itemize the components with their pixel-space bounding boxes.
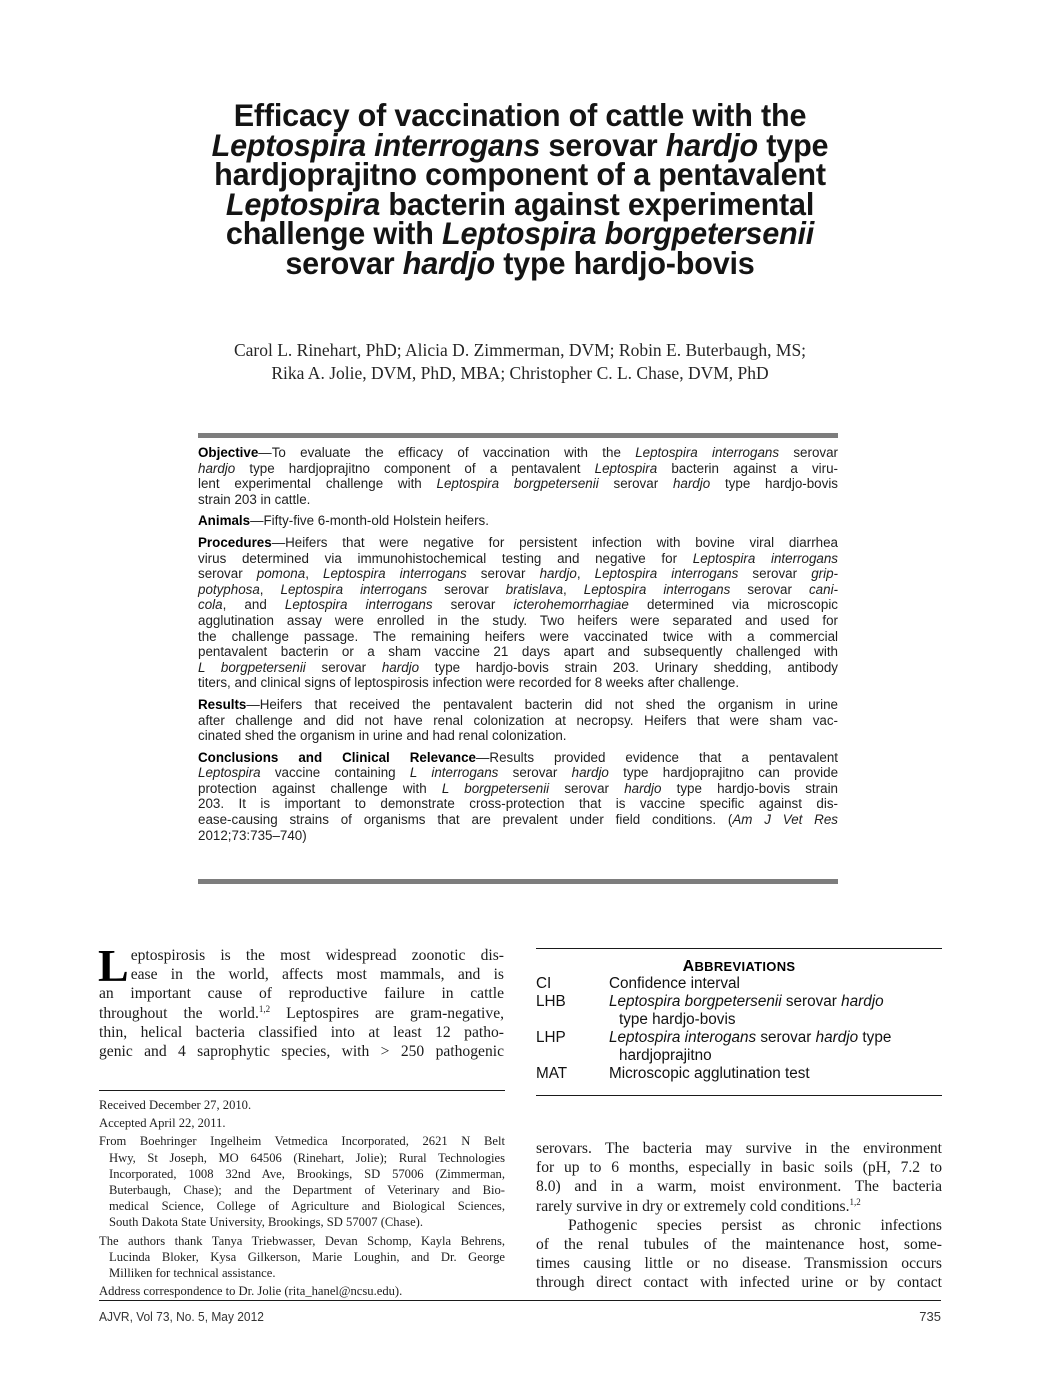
correspondence: Address correspondence to Dr. Jolie (rita_hanel@ncsu.edu).: [99, 1284, 403, 1299]
abstract-line: Objective—To evaluate the efficacy of vaccination with the Leptospira interrogans serovar: [198, 445, 838, 460]
footnote-divider: [99, 1090, 505, 1091]
abbreviation-row: [536, 1065, 942, 1083]
intro-line: eptospirosis is the most widespread zoonotic dis-: [130, 947, 504, 964]
abstract-procedures: [198, 535, 838, 691]
footnote-line: Lucinda Bloker, Kysa Gilkerson, Marie Loughin, and Dr. George: [109, 1249, 505, 1264]
body-line: rarely survive in dry or extremely cold conditions.$^{1,2}$: [536, 1196, 861, 1215]
drop-cap: L: [98, 940, 129, 991]
body-line: Pathogenic species persist as chronic infections: [568, 1216, 942, 1234]
abstract-line: 203. It is important to demonstrate cross-protection that is vaccine specific against dis-: [198, 796, 838, 812]
footnote-line: Buterbaugh, Chase); and the Department of Veterinary and Bio-: [109, 1183, 505, 1198]
abstract-line: cola, and Leptospira interrogans serovar icterohemorrhagiae determined via microscopic: [198, 597, 838, 613]
abbreviation-key: CI: [536, 975, 552, 992]
abstract-line: ease-causing strains of organisms that are prevalent under field conditions. (Am J Vet Res: [198, 812, 838, 828]
intro-line: ease in the world, affects most mammals, and is: [130, 966, 504, 984]
abstract-line: titers, and clinical signs of leptospirosis infection were recorded for 8 weeks after challenge.: [198, 675, 740, 691]
abbreviation-row: [536, 993, 942, 1029]
abstract-line: hardjo type hardjoprajitno component of a pentavalent Leptospira bacterin against a viru-: [198, 460, 838, 476]
abstract: [198, 445, 838, 849]
accepted-date: Accepted April 22, 2011.: [99, 1116, 226, 1131]
body-line: 8.0) and in a warm, moist environment. The bacteria: [536, 1178, 942, 1196]
abbreviation-key: LHB: [536, 993, 566, 1010]
footnote-line: Milliken for technical assistance.: [109, 1266, 276, 1281]
abstract-objective: [198, 445, 838, 507]
body-line: through direct contact with infected urine or by contact: [536, 1274, 942, 1292]
title-line: serovar hardjo type hardjo-bovis: [285, 244, 755, 281]
authors-line-2: Rika A. Jolie, DVM, PhD, MBA; Christopher C. L. Chase, DVM, PhD: [271, 363, 769, 383]
footnote-line: medical Science, College of Agriculture and Biological Sciences,: [109, 1199, 505, 1214]
footnote-line: The authors thank Tanya Triebwasser, Devan Schomp, Kayla Behrens,: [99, 1233, 505, 1248]
page-number: 735: [919, 1309, 941, 1324]
section-label: Results: [198, 696, 247, 712]
abstract-line: potyphosa, Leptospira interrogans serovar bratislava, Leptospira interrogans serovar cani-: [198, 581, 839, 597]
abstract-line: 2012;73:735–740): [198, 827, 307, 843]
abstract-line: Conclusions and Clinical Relevance—Results provided evidence that a pentavalent: [198, 749, 838, 765]
author-list: [120, 339, 920, 385]
abbreviations-list: [536, 975, 942, 1083]
body-line: serovars. The bacteria may survive in the environment: [536, 1140, 942, 1157]
section-label: Conclusions and Clinical Relevance: [198, 749, 477, 765]
abstract-bottom-bar: [198, 879, 838, 884]
article-title: [132, 97, 908, 281]
abstract-line: after challenge and did not have renal colonization at necropsy. Heifers that were sham vac-: [198, 712, 838, 728]
abstract-line: strain 203 in cattle.: [198, 491, 311, 507]
footnote-line: Hwy, St Joseph, MO 64506 (Rinehart, Jolie); Rural Technologies: [109, 1150, 505, 1165]
abbreviation-row: [536, 975, 942, 993]
abstract-line: serovar pomona, Leptospira interrogans serovar hardjo, Leptospira interrogans serovar grip-: [198, 566, 838, 582]
abstract-line: protection against challenge with L borgpetersenii serovar hardjo type hardjo-bovis strain: [198, 780, 838, 796]
abstract-line: lent experimental challenge with Leptospira borgpetersenii serovar hardjo type hardjo-bovis: [198, 476, 838, 492]
abbreviation-definition: Confidence interval: [609, 975, 740, 992]
title-line: Efficacy of vaccination of cattle with the: [233, 97, 807, 133]
abbreviations-title: ABBREVIATIONS: [682, 958, 796, 975]
footnote-line: From Boehringer Ingelheim Vetmedica Incorporated, 2621 N Belt: [99, 1134, 505, 1149]
section-label: Objective: [198, 445, 259, 460]
footer-rule: [99, 1300, 941, 1301]
abbreviation-definition: Microscopic agglutination test: [609, 1065, 810, 1082]
footnote-line: Incorporated, 1008 32nd Ave, Brookings, SD 57006 (Zimmerman,: [109, 1166, 505, 1181]
abbreviations-bottom-rule: [536, 1095, 942, 1096]
title-line: Leptospira bacterin against experimental: [225, 185, 815, 222]
abbreviation-definition: Leptospira interogans serovar hardjo type hardjoprajitno: [609, 1029, 892, 1064]
journal-citation: AJVR, Vol 73, No. 5, May 2012: [99, 1309, 264, 1324]
authors-line-1: Carol L. Rinehart, PhD; Alicia D. Zimmerman, DVM; Robin E. Buterbaugh, MS;: [233, 340, 807, 360]
title-line: challenge with Leptospira borgpetersenii: [225, 215, 815, 251]
abstract-line: agglutination assay were enrolled in the study. Two heifers were separated and used for: [198, 612, 838, 628]
abstract-results: [198, 697, 838, 744]
abstract-animals: [198, 513, 838, 529]
body-line: of the renal tubules of the maintenance host, some-: [536, 1236, 942, 1254]
abstract-conclusions: [198, 750, 838, 844]
footnote-line: South Dakota State University, Brookings, SD 57007 (Chase).: [109, 1215, 424, 1230]
abstract-line: Leptospira vaccine containing L interrogans serovar hardjo type hardjoprajitno can provide: [198, 765, 839, 781]
abstract-line: Animals—Fifty-five 6-month-old Holstein heifers.: [198, 513, 489, 529]
intro-line: an important cause of reproductive failure in cattle: [99, 985, 504, 1003]
abbreviation-key: MAT: [536, 1065, 568, 1082]
title-line: hardjoprajitno component of a pentavalent: [214, 156, 826, 192]
affiliations: [99, 1133, 505, 1230]
abstract-line: Procedures—Heifers that were negative for persistent infection with bovine viral diarrhea: [198, 534, 838, 550]
intro-paragraph: [98, 940, 505, 1061]
abstract-top-bar: [198, 433, 838, 438]
abbreviation-definition: Leptospira borgpetersenii serovar hardjo type hardjo-bovis: [609, 993, 884, 1028]
acknowledgments: [99, 1233, 505, 1282]
abbreviation-key: LHP: [536, 1029, 566, 1046]
abbreviation-row: [536, 1029, 942, 1065]
footnotes: [99, 1097, 505, 1301]
received-date: Received December 27, 2010.: [99, 1098, 252, 1112]
abstract-line: cinated shed the organism in urine and had renal colonization.: [198, 728, 567, 744]
abstract-line: Results—Heifers that received the pentavalent bacterin did not shed the organism in urine: [198, 696, 838, 712]
abbreviations-box: [536, 948, 942, 1098]
section-label: Animals: [198, 513, 251, 529]
title-line: Leptospira interrogans serovar hardjo type: [211, 126, 829, 163]
intro-line: thin, helical bacteria classified into at least 12 patho-: [99, 1023, 504, 1041]
body-line: for up to 6 months, especially in basic soils (pH, 7.2 to: [536, 1159, 942, 1177]
section-label: Procedures: [198, 534, 272, 550]
body-line: times causing little or no disease. Transmission occurs: [536, 1255, 942, 1273]
abstract-line: L borgpetersenii serovar hardjo type hardjo-bovis strain 203. Urinary shedding, antibody: [198, 659, 838, 675]
abstract-line: the challenge passage. The remaining heifers were vaccinated twice with a commercial: [198, 628, 838, 644]
abstract-line: virus determined via immunohistochemical testing and negative for Leptospira interrogans: [198, 550, 838, 566]
abstract-line: pentavalent bacterin or a sham vaccine 21 days apart and subsequently challenged with: [198, 644, 838, 660]
intro-line: genic and 4 saprophytic species, with > 250 pathogenic: [99, 1043, 504, 1061]
body-column-right: [536, 1139, 942, 1293]
intro-line: throughout the world.$^{1,2}$ Leptospires are gram-negative,: [99, 1003, 505, 1022]
